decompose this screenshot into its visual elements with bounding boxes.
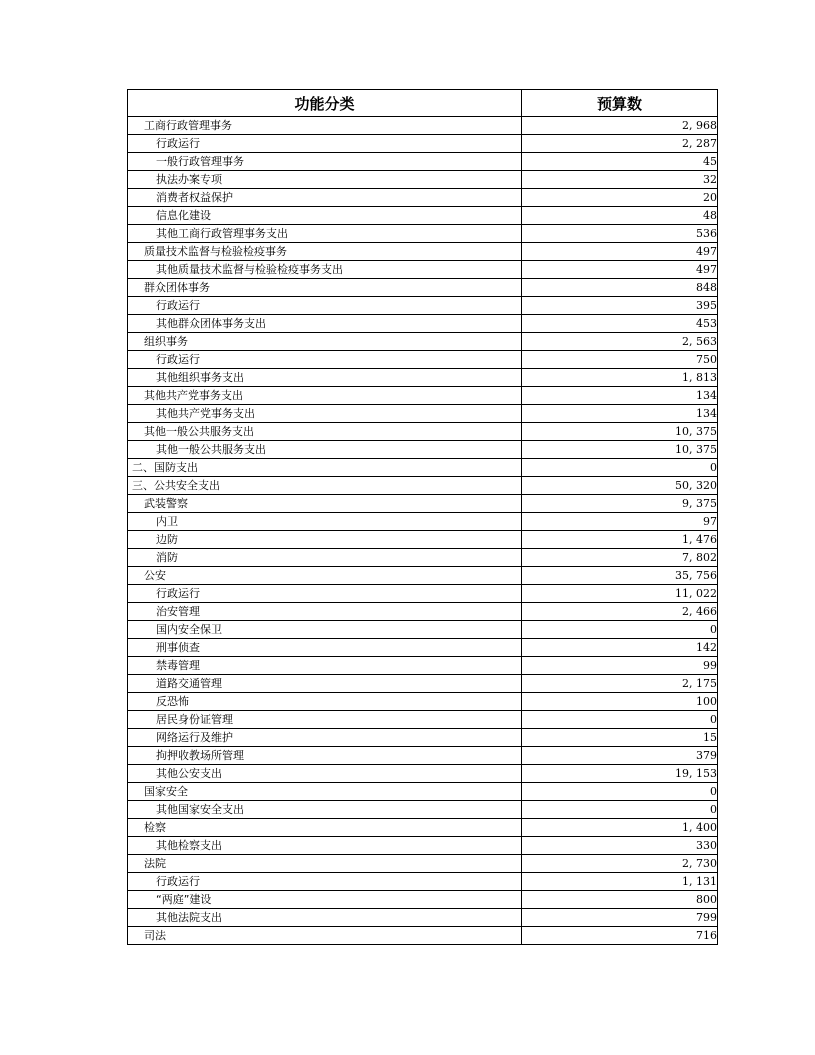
row-budget-value: 1, 813 (522, 369, 718, 387)
table-row (128, 279, 718, 297)
row-budget-value: 0 (522, 621, 718, 639)
table-row (128, 621, 718, 639)
table-row (128, 261, 718, 279)
row-category: 二、国防支出 (128, 459, 522, 477)
row-category: 其他工商行政管理事务支出 (128, 225, 522, 243)
row-category: 检察 (128, 819, 522, 837)
row-category: 信息化建设 (128, 207, 522, 225)
table-row (128, 513, 718, 531)
row-category: 其他国家安全支出 (128, 801, 522, 819)
row-budget-value: 35, 756 (522, 567, 718, 585)
row-category: 武装警察 (128, 495, 522, 513)
row-category: 国内安全保卫 (128, 621, 522, 639)
table-row (128, 387, 718, 405)
row-budget-value: 1, 131 (522, 873, 718, 891)
row-category: 行政运行 (128, 585, 522, 603)
row-budget-value: 2, 287 (522, 135, 718, 153)
table-row (128, 783, 718, 801)
row-budget-value: 0 (522, 783, 718, 801)
table-row (128, 423, 718, 441)
table-row (128, 693, 718, 711)
row-category: 其他公安支出 (128, 765, 522, 783)
row-category: 内卫 (128, 513, 522, 531)
row-category: 群众团体事务 (128, 279, 522, 297)
table-row (128, 837, 718, 855)
row-budget-value: 750 (522, 351, 718, 369)
row-category: 居民身份证管理 (128, 711, 522, 729)
table-row (128, 441, 718, 459)
row-category: 其他检察支出 (128, 837, 522, 855)
table-row (128, 315, 718, 333)
table-row (128, 351, 718, 369)
row-budget-value: 19, 153 (522, 765, 718, 783)
row-budget-value: 1, 476 (522, 531, 718, 549)
table-row (128, 909, 718, 927)
row-budget-value: 2, 175 (522, 675, 718, 693)
row-budget-value: 497 (522, 261, 718, 279)
table-row (128, 135, 718, 153)
header-category: 功能分类 (128, 90, 522, 117)
row-budget-value: 0 (522, 459, 718, 477)
table-row (128, 765, 718, 783)
row-category: 行政运行 (128, 873, 522, 891)
row-budget-value: 0 (522, 711, 718, 729)
row-budget-value: 11, 022 (522, 585, 718, 603)
row-category: “两庭”建设 (128, 891, 522, 909)
row-budget-value: 848 (522, 279, 718, 297)
table-header-row (128, 90, 718, 117)
row-category: 三、公共安全支出 (128, 477, 522, 495)
row-budget-value: 50, 320 (522, 477, 718, 495)
row-category: 拘押收教场所管理 (128, 747, 522, 765)
table-row (128, 243, 718, 261)
row-budget-value: 536 (522, 225, 718, 243)
row-budget-value: 100 (522, 693, 718, 711)
row-budget-value: 9, 375 (522, 495, 718, 513)
table-row (128, 495, 718, 513)
table-row (128, 639, 718, 657)
table-row (128, 477, 718, 495)
row-budget-value: 1, 400 (522, 819, 718, 837)
row-category: 网络运行及维护 (128, 729, 522, 747)
table-row (128, 189, 718, 207)
row-budget-value: 0 (522, 801, 718, 819)
row-budget-value: 97 (522, 513, 718, 531)
row-budget-value: 48 (522, 207, 718, 225)
row-category: 其他一般公共服务支出 (128, 423, 522, 441)
row-budget-value: 134 (522, 405, 718, 423)
row-budget-value: 99 (522, 657, 718, 675)
row-category: 组织事务 (128, 333, 522, 351)
row-budget-value: 799 (522, 909, 718, 927)
row-budget-value: 379 (522, 747, 718, 765)
table-row (128, 927, 718, 945)
table-row (128, 117, 718, 135)
table-row (128, 153, 718, 171)
row-category: 其他法院支出 (128, 909, 522, 927)
row-category: 其他组织事务支出 (128, 369, 522, 387)
table-row (128, 369, 718, 387)
row-category: 行政运行 (128, 297, 522, 315)
row-category: 刑事侦查 (128, 639, 522, 657)
table-row (128, 855, 718, 873)
table-row (128, 585, 718, 603)
row-budget-value: 453 (522, 315, 718, 333)
row-budget-value: 10, 375 (522, 441, 718, 459)
table-row (128, 603, 718, 621)
row-category: 工商行政管理事务 (128, 117, 522, 135)
row-budget-value: 142 (522, 639, 718, 657)
budget-table (127, 89, 718, 945)
row-category: 其他一般公共服务支出 (128, 441, 522, 459)
row-budget-value: 32 (522, 171, 718, 189)
row-category: 道路交通管理 (128, 675, 522, 693)
table-row (128, 873, 718, 891)
row-budget-value: 395 (522, 297, 718, 315)
table-row (128, 711, 718, 729)
row-budget-value: 2, 466 (522, 603, 718, 621)
row-category: 司法 (128, 927, 522, 945)
table-row (128, 405, 718, 423)
row-category: 一般行政管理事务 (128, 153, 522, 171)
row-category: 法院 (128, 855, 522, 873)
row-category: 边防 (128, 531, 522, 549)
table-row (128, 531, 718, 549)
row-budget-value: 10, 375 (522, 423, 718, 441)
table-row (128, 225, 718, 243)
row-category: 消费者权益保护 (128, 189, 522, 207)
row-budget-value: 15 (522, 729, 718, 747)
row-budget-value: 2, 563 (522, 333, 718, 351)
row-category: 行政运行 (128, 135, 522, 153)
row-category: 质量技术监督与检验检疫事务 (128, 243, 522, 261)
table-row (128, 171, 718, 189)
row-category: 其他群众团体事务支出 (128, 315, 522, 333)
row-budget-value: 2, 968 (522, 117, 718, 135)
table-row (128, 675, 718, 693)
table-row (128, 567, 718, 585)
row-category: 行政运行 (128, 351, 522, 369)
row-category: 执法办案专项 (128, 171, 522, 189)
table-row (128, 747, 718, 765)
row-budget-value: 2, 730 (522, 855, 718, 873)
header-budget: 预算数 (522, 90, 718, 117)
row-budget-value: 20 (522, 189, 718, 207)
table-row (128, 801, 718, 819)
row-category: 国家安全 (128, 783, 522, 801)
table-row (128, 549, 718, 567)
row-budget-value: 134 (522, 387, 718, 405)
table-row (128, 729, 718, 747)
row-category: 反恐怖 (128, 693, 522, 711)
table-body (128, 117, 718, 945)
row-budget-value: 330 (522, 837, 718, 855)
row-category: 禁毒管理 (128, 657, 522, 675)
table-row (128, 657, 718, 675)
row-category: 其他共产党事务支出 (128, 405, 522, 423)
row-budget-value: 497 (522, 243, 718, 261)
row-category: 公安 (128, 567, 522, 585)
row-budget-value: 800 (522, 891, 718, 909)
table-row (128, 207, 718, 225)
row-category: 其他共产党事务支出 (128, 387, 522, 405)
row-category: 消防 (128, 549, 522, 567)
table-row (128, 891, 718, 909)
row-category: 其他质量技术监督与检验检疫事务支出 (128, 261, 522, 279)
row-budget-value: 7, 802 (522, 549, 718, 567)
row-budget-value: 45 (522, 153, 718, 171)
row-budget-value: 716 (522, 927, 718, 945)
table-row (128, 333, 718, 351)
table-row (128, 297, 718, 315)
table-row (128, 459, 718, 477)
row-category: 治安管理 (128, 603, 522, 621)
table-row (128, 819, 718, 837)
